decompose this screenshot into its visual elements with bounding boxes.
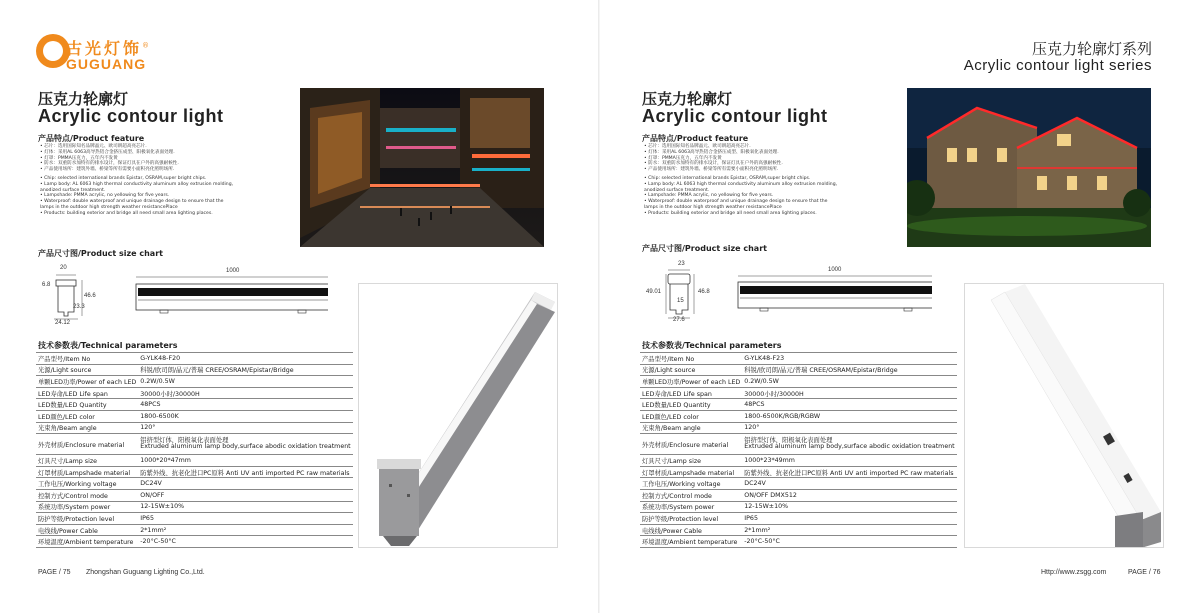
dim-length: 1000 (226, 268, 240, 274)
spec-key: 灯罩材质/Lampshade material (640, 466, 742, 478)
spec-row (640, 399, 957, 411)
spec-key: 电线线/Power Cable (36, 524, 138, 536)
page-title-en: Acrylic contour light (38, 106, 224, 126)
spec-value: 2*1mm² (742, 524, 956, 536)
spec-row (36, 410, 353, 422)
feature-item-en: • Lampshade: PMMA acrylic, no yellowing for five years. (40, 193, 170, 199)
right-page (600, 0, 1200, 613)
spec-value: -20°C-50°C (742, 536, 956, 548)
spec-value: 120° (138, 422, 352, 434)
spec-value: ON/OFF DMX512 (742, 489, 956, 501)
spec-value: G-YLK48-F20 (138, 353, 352, 365)
dim-left: 49.01 (646, 289, 662, 295)
spec-key: 环境温度/Ambient temperature (640, 536, 742, 548)
feature-item-cn: • 灯体：采用AL 6063高导热铝合金挤压成型、阳极氧化表面处理. (644, 149, 779, 155)
spec-key: 光源/Light source (640, 364, 742, 376)
spec-key: 光束角/Beam angle (640, 422, 742, 434)
feature-item-en: • Products: building exterior and bridge all need small area lighting places. (644, 210, 817, 216)
spec-row (36, 434, 353, 455)
spec-row (36, 376, 353, 388)
spec-table (36, 352, 353, 548)
feature-item-en: • Lamp body: AL 6063 high thermal conductivity aluminum alloy extrusion molding, (40, 181, 234, 187)
size-chart (38, 262, 328, 332)
spec-row (640, 387, 957, 399)
tech-heading: 技术参数表/Technical parameters (38, 341, 178, 350)
spec-key: 控制方式/Control mode (640, 489, 742, 501)
spec-value-en: Extruded aluminum lamp body,surface abodic oxidation treatment (744, 443, 955, 451)
spec-row (640, 410, 957, 422)
spec-row (36, 524, 353, 536)
spec-row (36, 455, 353, 467)
spec-row (640, 434, 957, 455)
spec-key: 工作电压/Working voltage (640, 478, 742, 490)
spec-table (640, 352, 957, 548)
company-name: Zhongshan Guguang Lighting Co.,Ltd. (86, 569, 205, 576)
feature-item-en: lamps in the outdoor high strength weather resistancePlace (40, 204, 178, 210)
spec-row (36, 422, 353, 434)
spec-row (640, 422, 957, 434)
spec-row (640, 376, 957, 388)
application-photo-villa (907, 88, 1151, 247)
spec-value (742, 434, 956, 455)
spec-value (138, 434, 352, 455)
spec-row (640, 513, 957, 525)
feature-item-en: lamps in the outdoor high strength weather resistancePlace (644, 204, 782, 210)
spec-key: 单颗LED功率/Power of each LED (36, 376, 138, 388)
feature-item-en: • Chip: selected international brands Epistar, OSRAM,super bright chips. (40, 175, 207, 181)
spec-row (640, 455, 957, 467)
spec-value-cn: 铝挤型灯体，阳极氧化表面处理 (744, 436, 833, 444)
spec-row (36, 478, 353, 490)
size-chart (642, 258, 932, 328)
logo-cn: 古光灯饰 (66, 39, 143, 58)
spec-value: 防紫外线、抗老化进口PC原料 Anti UV anti imported PC raw materials (742, 466, 956, 478)
page-number: PAGE / 76 (1128, 569, 1161, 576)
dim-left-top: 6.8 (42, 282, 51, 288)
dim-length: 1000 (828, 267, 842, 273)
series-title-cn: 压克力轮廓灯系列 (1031, 40, 1152, 58)
logo-en: GUGUANG (66, 56, 147, 72)
size-chart-drawing (38, 262, 328, 332)
feature-item-cn: • 灯体：采用AL 6063高导热铝合金挤压成型、阳极氧化表面处理. (40, 149, 175, 155)
feature-item-en: • Products: building exterior and bridge all need small area lighting places. (40, 210, 213, 216)
feature-list (40, 144, 290, 217)
spec-key: 防护等级/Protection level (36, 513, 138, 525)
product-render (358, 283, 558, 548)
spec-value: -20°C-50°C (138, 536, 352, 548)
spec-key: 灯具尺寸/Lamp size (36, 455, 138, 467)
spec-value: 0.2W/0.5W (742, 376, 956, 388)
dim-inner: 23.3 (73, 304, 85, 310)
series-title-en: Acrylic contour light series (963, 57, 1152, 74)
size-heading: 产品尺寸图/Product size chart (642, 244, 767, 253)
spec-value: DC24V (138, 478, 352, 490)
page-number: PAGE / 75 (38, 569, 71, 576)
spec-value: IP65 (742, 513, 956, 525)
spec-row (36, 501, 353, 513)
feature-item-en: • Lamp body: AL 6063 high thermal conductivity aluminum alloy extrusion molding, (644, 181, 838, 187)
spec-key: 工作电压/Working voltage (36, 478, 138, 490)
spec-key: LED数量/LED Quantity (640, 399, 742, 411)
feature-item-cn: • 产品使用场所：建筑外墙、桥梁等所有需要小面积亮化照明场所. (644, 167, 779, 173)
feature-item-en: • Waterproof: double waterproof and unique drainage design to ensure that the (644, 199, 828, 205)
spec-value: 48PCS (138, 399, 352, 411)
spec-key: LED寿命/LED Life span (640, 387, 742, 399)
spec-value: G-YLK48-F23 (742, 353, 956, 365)
spec-key: 防护等级/Protection level (640, 513, 742, 525)
spec-key: LED颜色/LED color (640, 410, 742, 422)
feature-heading: 产品特点/Product feature (38, 134, 145, 143)
spec-row (640, 536, 957, 548)
feature-item-cn: • 灯罩：PMMA压克力，五年内不发黄 (644, 155, 722, 161)
dim-height: 46.6 (84, 293, 96, 299)
size-heading: 产品尺寸图/Product size chart (38, 249, 163, 258)
spec-row (640, 364, 957, 376)
spec-value: 30000小时/30000H (742, 387, 956, 399)
spec-key: 外壳材质/Enclosure material (36, 434, 138, 455)
spec-value: 1800-6500K/RGB/RGBW (742, 410, 956, 422)
spec-row (640, 478, 957, 490)
spec-row (640, 524, 957, 536)
product-render (964, 283, 1164, 548)
spec-key: LED数量/LED Quantity (36, 399, 138, 411)
spec-value: 48PCS (742, 399, 956, 411)
spec-key: 系统功率/System power (36, 501, 138, 513)
spec-key: 外壳材质/Enclosure material (640, 434, 742, 455)
feature-item-en: • Chip: selected international brands Epistar, OSRAM,super bright chips. (644, 175, 811, 181)
guguang-logo (36, 34, 156, 78)
dim-height: 46.8 (698, 289, 710, 295)
feature-item-cn: • 芯片：选用国际知名品牌晶元、欧司朗超高亮芯片. (644, 144, 751, 149)
spec-value: 1000*20*47mm (138, 455, 352, 467)
spec-key: 灯具尺寸/Lamp size (640, 455, 742, 467)
spec-value: 2*1mm² (138, 524, 352, 536)
dim-inner: 15 (677, 298, 684, 304)
spec-value: 1000*23*49mm (742, 455, 956, 467)
feature-item-cn: • 芯片：选用国际知名品牌晶元、欧司朗超高亮芯片. (40, 144, 147, 149)
spec-value: 12-15W±10% (138, 501, 352, 513)
spec-value: ON/OFF (138, 489, 352, 501)
spec-key: 环境温度/Ambient temperature (36, 536, 138, 548)
spec-row (36, 364, 353, 376)
spec-key: 系统功率/System power (640, 501, 742, 513)
feature-item-cn: • 灯罩：PMMA压克力，五年内不发黄 (40, 155, 118, 161)
spec-value: 30000小时/30000H (138, 387, 352, 399)
spec-row (36, 399, 353, 411)
spec-key: 单颗LED功率/Power of each LED (640, 376, 742, 388)
spec-value: 科锐/欧司朗/晶元/普瑞 CREE/OSRAM/Epistar/Bridge (138, 364, 352, 376)
spec-value-en: Extruded aluminum lamp body,surface abodic oxidation treatment (140, 443, 351, 451)
spec-row (640, 501, 957, 513)
page-title-cn: 压克力轮廓灯 (642, 90, 733, 108)
dim-width: 20 (60, 265, 67, 271)
page-title-en: Acrylic contour light (642, 106, 828, 126)
spec-value: IP65 (138, 513, 352, 525)
spec-value: 0.2W/0.5W (138, 376, 352, 388)
spec-value-cn: 铝挤型灯体，阳极氧化表面处理 (140, 436, 229, 444)
feature-item-cn: • 防水：双重防水加特有的排水设计，保证灯具在户外的高强耐候性. (40, 161, 179, 167)
spec-value: DC24V (742, 478, 956, 490)
logo-mark-icon (36, 34, 70, 68)
application-photo-mall (300, 88, 544, 247)
spec-value: 120° (742, 422, 956, 434)
spec-key: 电线线/Power Cable (640, 524, 742, 536)
spec-row (640, 353, 957, 365)
spec-row (640, 466, 957, 478)
spec-row (36, 536, 353, 548)
spec-key: 灯罩材质/Lampshade material (36, 466, 138, 478)
page-title-cn: 压克力轮廓灯 (38, 90, 129, 108)
spec-value: 1800-6500K (138, 410, 352, 422)
spec-row (36, 513, 353, 525)
logo-reg: ® (142, 41, 150, 50)
feature-item-en: anodized surface treatment. (644, 187, 710, 193)
dim-width: 23 (678, 261, 685, 267)
spec-key: 产品型号/Item No (36, 353, 138, 365)
spec-value: 科锐/欧司朗/晶元/普瑞 CREE/OSRAM/Epistar/Bridge (742, 364, 956, 376)
spec-row (640, 489, 957, 501)
dim-bottom: 27.6 (673, 317, 685, 323)
feature-item-en: anodized surface treatment. (40, 187, 106, 193)
feature-item-cn: • 防水：双重防水加特有的排水设计，保证灯具在户外的高强耐候性. (644, 161, 783, 167)
feature-heading: 产品特点/Product feature (642, 134, 749, 143)
spec-key: 控制方式/Control mode (36, 489, 138, 501)
spec-key: 光源/Light source (36, 364, 138, 376)
website-url: Http://www.zsgg.com (1041, 569, 1107, 576)
spec-key: 产品型号/Item No (640, 353, 742, 365)
spec-key: LED颜色/LED color (36, 410, 138, 422)
dim-bottom: 24.12 (55, 320, 71, 326)
feature-item-en: • Lampshade: PMMA acrylic, no yellowing for five years. (644, 193, 774, 199)
size-chart-drawing (642, 258, 932, 328)
spec-value: 防紫外线、抗老化进口PC原料 Anti UV anti imported PC raw materials (138, 466, 352, 478)
spec-key: 光束角/Beam angle (36, 422, 138, 434)
spec-row (36, 489, 353, 501)
spec-key: LED寿命/LED Life span (36, 387, 138, 399)
spec-row (36, 353, 353, 365)
feature-item-cn: • 产品使用场所：建筑外墙、桥梁等所有需要小面积亮化照明场所. (40, 167, 175, 173)
spec-value: 12-15W±10% (742, 501, 956, 513)
tech-heading: 技术参数表/Technical parameters (642, 341, 782, 350)
feature-list (644, 144, 894, 217)
spec-row (36, 387, 353, 399)
feature-item-en: • Waterproof: double waterproof and unique drainage design to ensure that the (40, 199, 224, 205)
spec-row (36, 466, 353, 478)
